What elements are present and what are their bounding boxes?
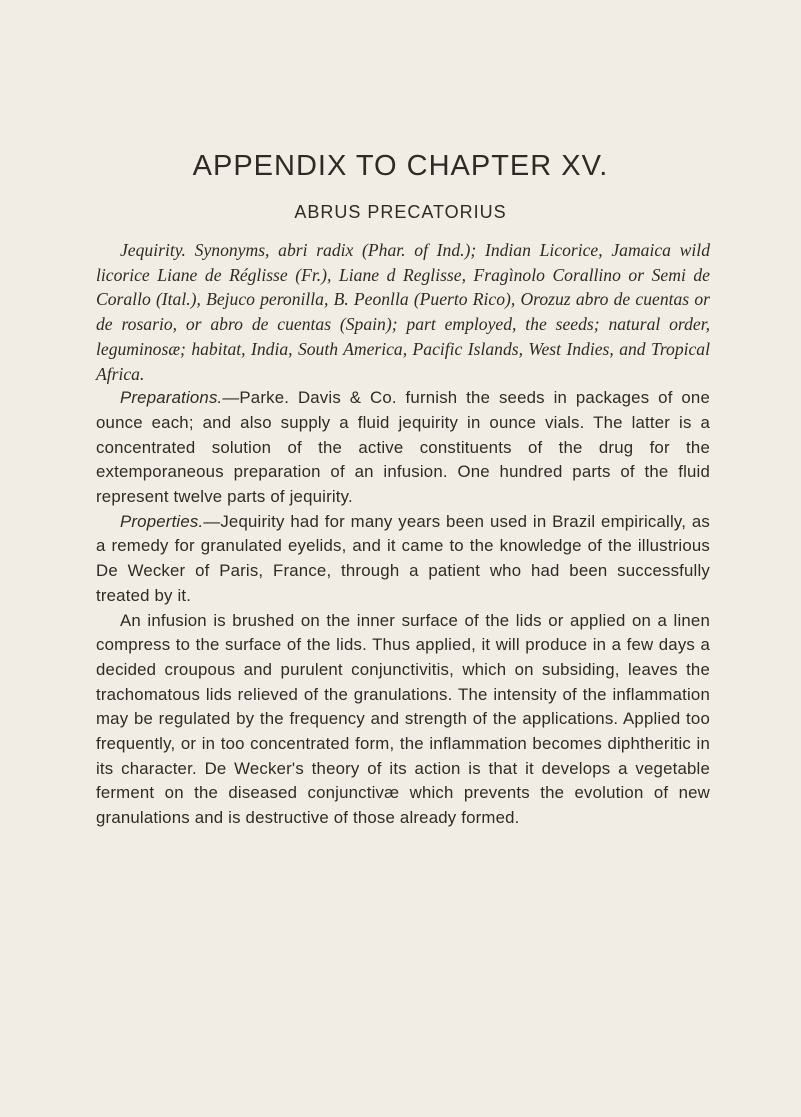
properties-paragraph <box>96 510 710 609</box>
properties-text: Jequirity had for many years been used in Brazil empirically, as a remedy for granulated eyelids, and it came to the knowledge of the illustrious De Wecker of Paris, France, through a patient who had been successfully treated by it. <box>96 511 710 605</box>
preparations-paragraph <box>96 386 710 510</box>
properties-heading: Properties.— <box>120 511 221 531</box>
synonyms-text: Jequirity. Synonyms, abri radix (Phar. of Ind.); Indian Licorice, Jamaica wild licorice Liane de Réglisse (Fr.), Liane d Reglisse, Fragìnolo Corallino or Semi de Corallo (Ital.), Bejuco peronilla, B. Peonlla (Puerto Rico), Orozuz abro de cuentas or de rosario, or abro de cuentas (Spain); part employed, the seeds; natural order, leguminosæ; habitat, India, South America, Pacific Islands, West Indies, and Tropical Africa. <box>96 240 710 384</box>
synonyms-paragraph <box>96 238 710 386</box>
preparations-heading: Preparations.— <box>120 388 240 408</box>
infusion-text: An infusion is brushed on the inner surface of the lids or applied on a linen compress to the surface of the lids. Thus applied, it will produce in a few days a decided croupous and purulent conjunctivitis, which on subsiding, leaves the trachomatous lids relieved of the granulations. The intensity of the inflammation may be regulated by the frequency and strength of the applications. Applied too frequently, or in too concentrated form, the inflammation becomes diphtheritic in its character. De Wecker's theory of its action is that it develops a vegetable ferment on the diseased conjunctivæ which prevents the evolution of new granulations and is destructive of those already formed. <box>96 610 710 828</box>
section-title: ABRUS PRECATORIUS <box>294 202 507 222</box>
chapter-title: APPENDIX TO CHAPTER XV. <box>192 150 609 182</box>
body-text <box>96 238 710 831</box>
infusion-paragraph <box>96 609 710 831</box>
preparations-text: Parke. Davis & Co. furnish the seeds in packages of one ounce each; and also supply a fluid jequirity in ounce vials. The latter is a concentrated solution of the active constituents of the drug for the extemporaneous preparation of an infusion. One hundred parts of the fluid represent twelve parts of jequirity. <box>96 388 710 507</box>
